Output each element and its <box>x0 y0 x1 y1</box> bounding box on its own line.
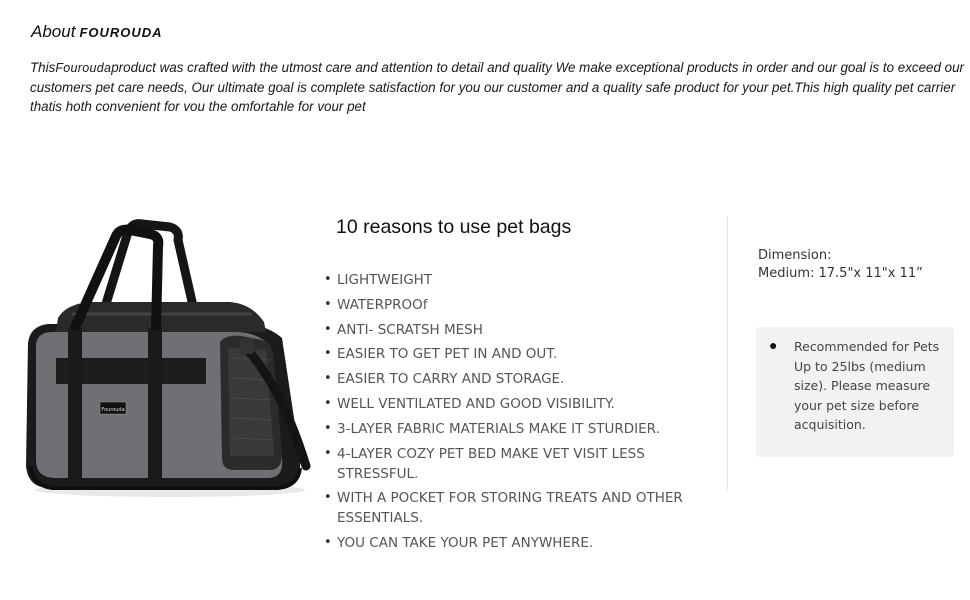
recommendation-bullet: ● <box>769 337 778 353</box>
about-heading-brand: FOUROUDA <box>79 25 163 40</box>
about-text-brand: Fourouda <box>55 61 112 75</box>
reason-text: ANTI- SCRATSH MESH <box>337 321 483 338</box>
recommendation-text: Recommended for Pets Up to 25lbs (medium size). Please measure your pet size before acquisition. <box>794 339 940 432</box>
dimension-label: Dimension: <box>758 248 832 263</box>
list-item <box>322 533 727 553</box>
reason-text: 4-LAYER COZY PET BED MAKE VET VISIT LESS STRESSFUL. <box>337 445 645 482</box>
reason-text: EASIER TO CARRY AND STORAGE. <box>337 371 565 388</box>
reason-text: WELL VENTILATED AND GOOD VISIBILITY. <box>337 395 615 412</box>
about-heading-prefix: About <box>31 22 76 41</box>
about-text-body: product was crafted with the utmost care and attention to detail and quality We make exceptional products in order and our goal is to exceed our customers pet care needs, Our ultimate goal is complete satisfaction for you our customer and a quality safe product for your pet.This high quality pet carrier thatis hoth convenient for vou the omfortahle for vour pet <box>30 60 965 114</box>
pet-carrier-bag-image <box>20 218 312 500</box>
list-item <box>322 369 727 389</box>
reason-text: 3-LAYER FABRIC MATERIALS MAKE IT STURDIER. <box>337 420 660 437</box>
about-text-start: This <box>30 60 56 75</box>
list-item <box>322 394 727 414</box>
list-item <box>322 295 727 315</box>
bullet: • <box>324 321 332 337</box>
list-item <box>322 270 727 290</box>
list-item <box>322 320 727 340</box>
bullet: • <box>324 490 332 506</box>
dimension-value: Medium: 17.5"x 11"x 11” <box>758 266 923 281</box>
reason-text: YOU CAN TAKE YOUR PET ANYWHERE. <box>337 535 594 552</box>
list-item <box>322 488 727 528</box>
list-item <box>322 419 727 439</box>
about-paragraph <box>30 58 970 116</box>
bullet: • <box>324 395 332 411</box>
reason-text: EASIER TO GET PET IN AND OUT. <box>337 346 558 363</box>
bullet: • <box>324 296 332 312</box>
list-item <box>322 344 727 364</box>
bullet: • <box>324 371 332 387</box>
about-heading <box>31 22 163 42</box>
reason-text: WATERPROOf <box>337 296 428 313</box>
bullet: • <box>324 445 332 461</box>
bag-brand-label: Fourouda <box>101 407 125 413</box>
list-item <box>322 444 727 484</box>
bullet: • <box>324 535 332 551</box>
vertical-divider <box>727 216 728 490</box>
reasons-title: 10 reasons to use pet bags <box>336 216 572 238</box>
reasons-list <box>322 270 727 558</box>
recommendation-box <box>756 327 954 457</box>
reason-text: WITH A POCKET FOR STORING TREATS AND OTHER ESSENTIALS. <box>337 490 683 527</box>
reason-text: LIGHTWEIGHT <box>337 272 433 288</box>
bullet: • <box>324 420 332 436</box>
bullet: • <box>324 272 332 287</box>
bullet: • <box>324 346 332 362</box>
